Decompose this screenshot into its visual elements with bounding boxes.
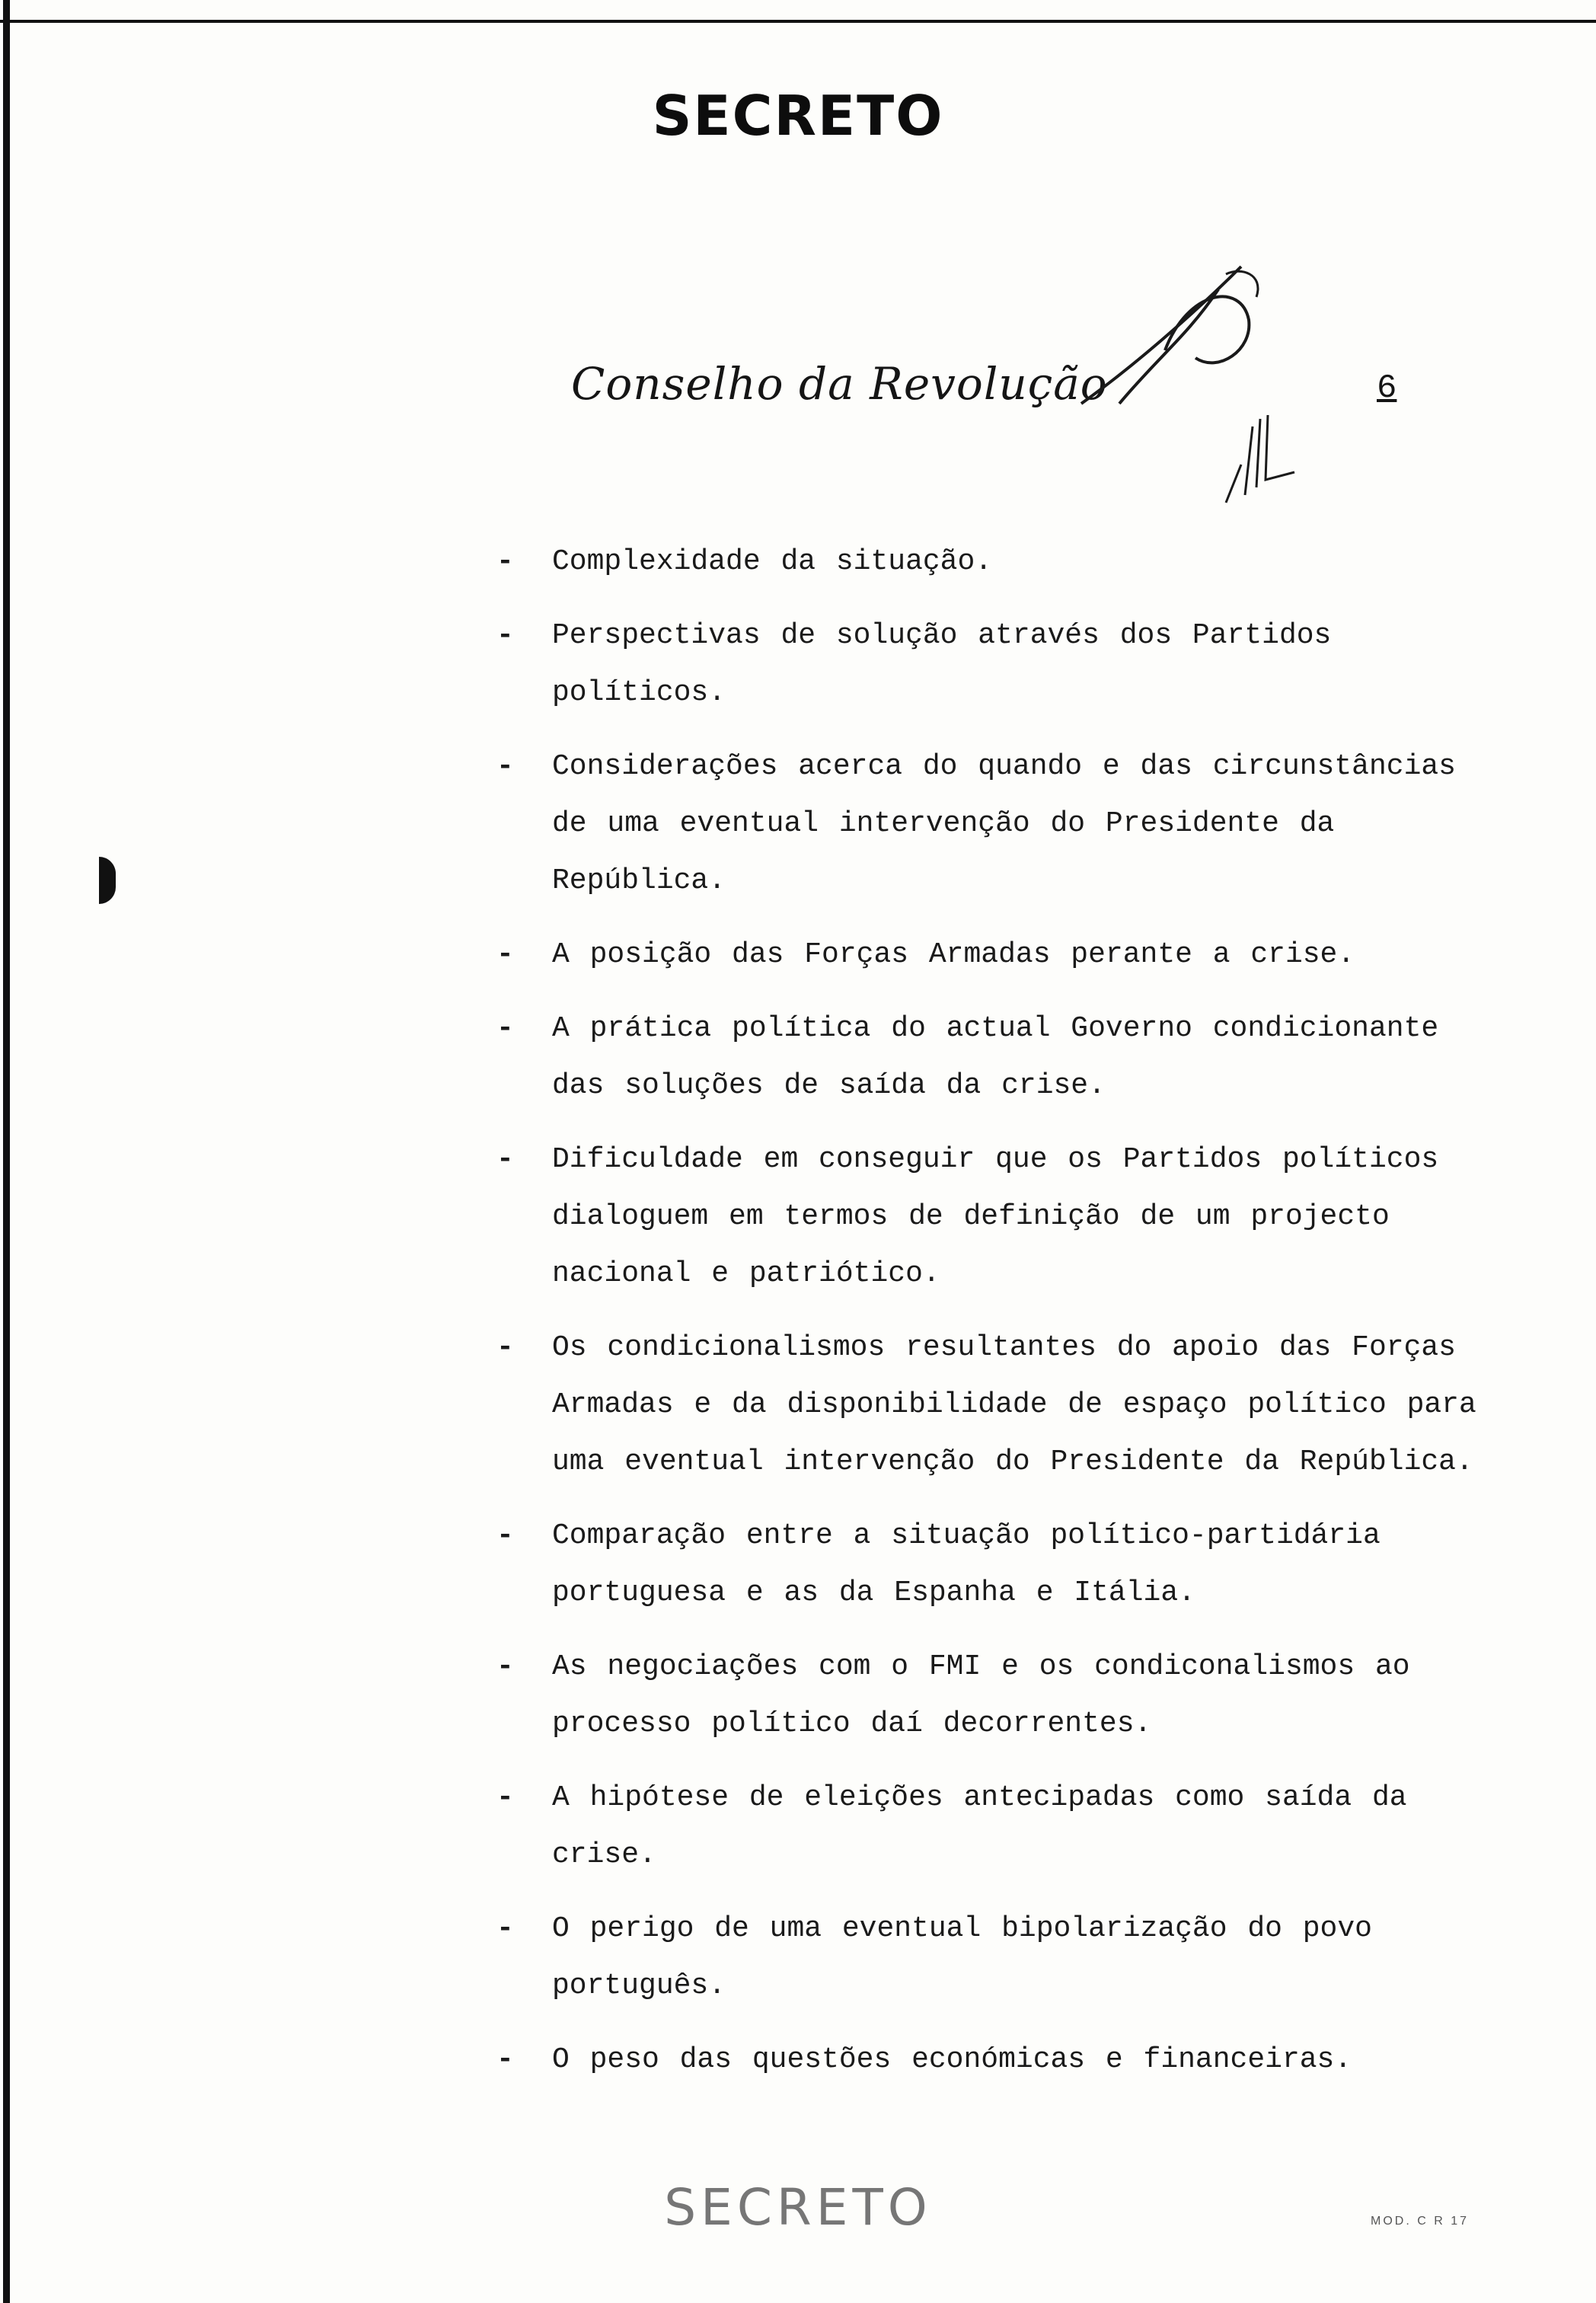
agenda-list [487,533,1508,2105]
list-item-text: Os condicionalismos resultantes do apoio das Forças Armadas e da disponibilidade de espaço político para uma eventual intervenção do Presidente da República. [552,1331,1476,1478]
list-item-text: Complexidade da situação. [552,545,993,578]
binding-hole-mark [99,857,116,904]
top-border-rule [0,20,1596,23]
letterhead-title: Conselho da Revolução [571,358,1108,410]
list-item-text: Perspectivas de solução através dos Partidos políticos. [552,619,1332,709]
list-item-text: Dificuldade em conseguir que os Partidos políticos dialoguem em termos de definição de um projecto nacional e patriótico. [552,1143,1439,1290]
list-item-text: A posição das Forças Armadas perante a crise. [552,938,1355,971]
dash-bullet: - [496,1781,514,1814]
list-item [487,2031,1508,2088]
dash-bullet: - [496,545,514,578]
list-item [487,533,1508,590]
list-item [487,1319,1508,1490]
page-number: 6 [1377,369,1397,407]
form-code: MOD. C R 17 [1371,2215,1470,2228]
list-item-text: Comparação entre a situação político-partidária portuguesa e as da Espanha e Itália. [552,1519,1381,1609]
dash-bullet: - [496,1331,514,1364]
dash-bullet: - [496,750,514,783]
classification-footer: SECRETO [664,2178,932,2237]
list-item-text: As negociações com o FMI e os condiconalismos ao processo político daí decorrentes. [552,1650,1410,1740]
list-item-text: O perigo de uma eventual bipolarização do povo português. [552,1912,1372,2002]
list-item [487,1000,1508,1114]
list-item [487,738,1508,909]
dash-bullet: - [496,1912,514,1945]
dash-bullet: - [496,938,514,971]
list-item [487,1900,1508,2014]
left-border-rule [3,0,10,2303]
dash-bullet: - [496,619,514,652]
list-item [487,1769,1508,1883]
list-item-text: Considerações acerca do quando e das circunstâncias de uma eventual intervenção do Presidente da República. [552,750,1456,897]
dash-bullet: - [496,1519,514,1552]
list-item [487,1131,1508,1302]
list-item-text: O peso das questões económicas e financeiras. [552,2043,1352,2076]
list-item-text: A prática política do actual Governo condicionante das soluções de saída da crise. [552,1012,1439,1102]
list-item [487,926,1508,983]
handwritten-initials [1066,244,1325,533]
dash-bullet: - [496,1143,514,1176]
classification-header: SECRETO [652,84,944,148]
dash-bullet: - [496,1012,514,1045]
dash-bullet: - [496,1650,514,1683]
dash-bullet: - [496,2043,514,2076]
list-item [487,607,1508,721]
list-item [487,1507,1508,1621]
list-item [487,1638,1508,1752]
list-item-text: A hipótese de eleições antecipadas como saída da crise. [552,1781,1407,1871]
